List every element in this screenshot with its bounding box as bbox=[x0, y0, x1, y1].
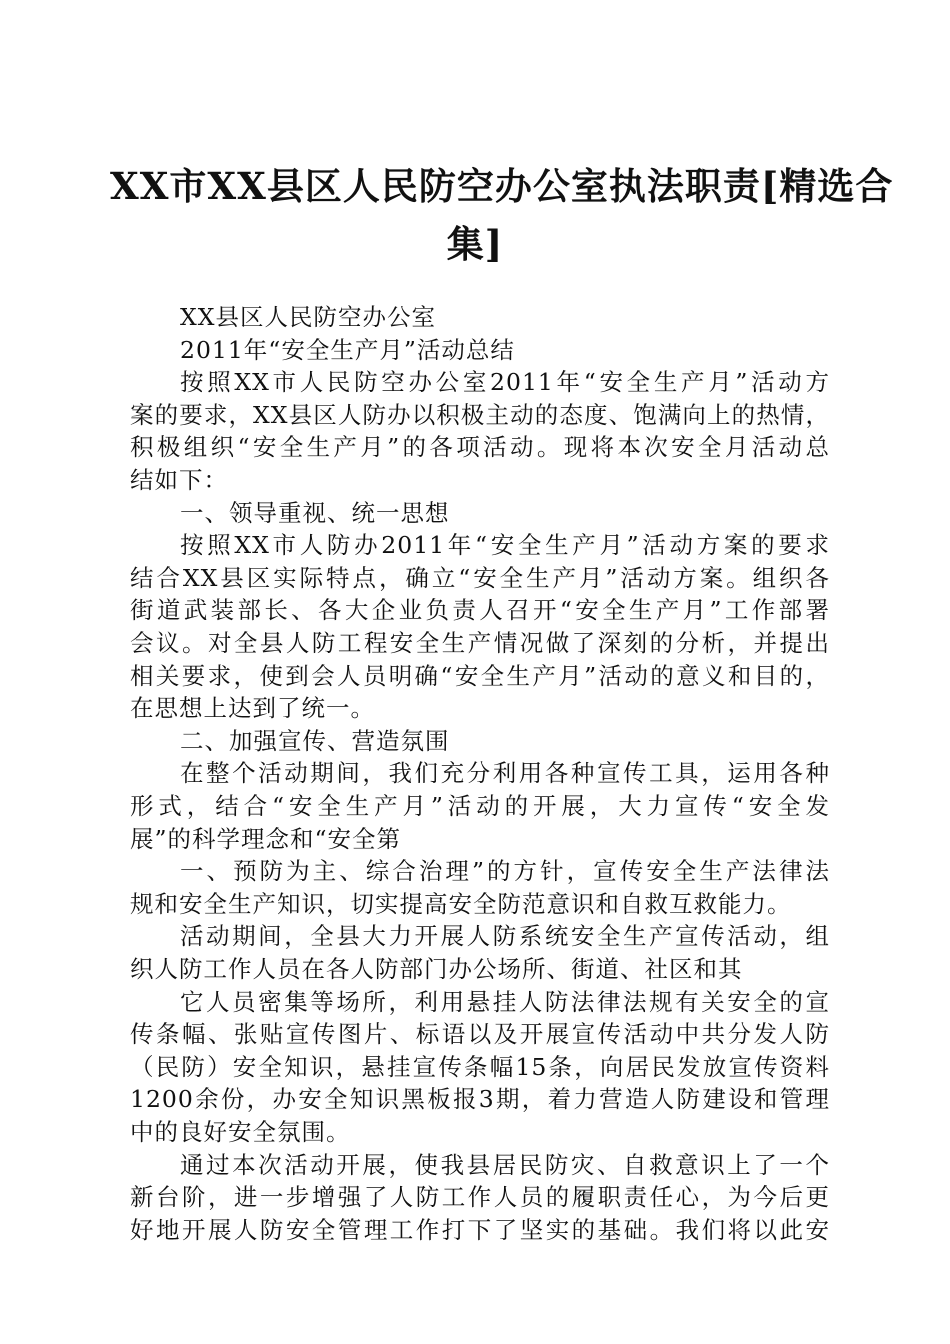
body-text-line: 通过本次活动开展，使我县居民防灾、自救意识上了一个 bbox=[180, 1150, 830, 1179]
body-text-line: 一、领导重视、统一思想 bbox=[180, 498, 450, 527]
body-text-line: 积极组织“安全生产月”的各项活动。现将本次安全月活动总 bbox=[130, 433, 830, 462]
body-text-line: 中的良好安全氛围。 bbox=[130, 1118, 351, 1146]
body-text-line: 它人员密集等场所，利用悬挂人防法律法规有关安全的宣 bbox=[180, 987, 830, 1016]
body-text-line: 规和安全生产知识，切实提高安全防范意识和自救互救能力。 bbox=[130, 889, 792, 918]
document-title-line-2: 集] bbox=[446, 222, 504, 266]
body-text-line: 在思想上达到了统一。 bbox=[130, 694, 375, 723]
body-text-line: 二、加强宣传、营造氛围 bbox=[180, 726, 450, 755]
body-text-line: XX县区人民防空办公室 bbox=[180, 303, 436, 331]
body-text-line: 在整个活动期间，我们充分利用各种宣传工具，运用各种 bbox=[180, 759, 830, 788]
body-text-line: 按照XX市人防办2011年“安全生产月”活动方案的要求 bbox=[180, 531, 830, 560]
body-text-line: 活动期间，全县大力开展人防系统安全生产宣传活动，组 bbox=[180, 922, 830, 951]
body-text-line: 一、预防为主、综合治理”的方针，宣传安全生产法律法 bbox=[180, 857, 830, 886]
body-text-line: 按照XX市人民防空办公室2011年“安全生产月”活动方 bbox=[180, 368, 830, 397]
body-text-line: 织人防工作人员在各人防部门办公场所、街道、社区和其 bbox=[130, 955, 743, 983]
body-text-line: 形式，结合“安全生产月”活动的开展，大力宣传“安全发 bbox=[130, 792, 830, 820]
body-text-line: 街道武装部长、各大企业负责人召开“安全生产月”工作部署 bbox=[130, 596, 830, 625]
document-title-line-1: XX市XX县区人民防空办公室执法职责[精选合 bbox=[110, 164, 894, 208]
body-text-line: 2011年“安全生产月”活动总结 bbox=[180, 335, 515, 364]
body-text-line: 1200余份，办安全知识黑板报3期，着力营造人防建设和管理 bbox=[130, 1085, 830, 1114]
body-text-line: 展”的科学理念和“安全第 bbox=[130, 824, 402, 853]
body-text-line: 传条幅、张贴宣传图片、标语以及开展宣传活动中共分发人防 bbox=[130, 1020, 830, 1049]
body-text-line: 结合XX县区实际特点，确立“安全生产月”活动方案。组织各 bbox=[130, 563, 830, 592]
body-text-line: （民防）安全知识，悬挂宣传条幅15条，向居民发放宣传资料 bbox=[130, 1052, 830, 1081]
body-text-line: 相关要求，使到会人员明确“安全生产月”活动的意义和目的， bbox=[130, 661, 830, 690]
body-text-line: 结如下： bbox=[130, 466, 228, 494]
body-text-line: 新台阶，进一步增强了人防工作人员的履职责任心，为今后更 bbox=[130, 1183, 830, 1212]
body-text-line: 好地开展人防安全管理工作打下了坚实的基础。我们将以此安 bbox=[130, 1215, 830, 1244]
body-text-line: 案的要求，XX县区人防办以积极主动的态度、饱满向上的热情， bbox=[130, 400, 830, 429]
body-text-line: 会议。对全县人防工程安全生产情况做了深刻的分析，并提出 bbox=[130, 629, 830, 657]
